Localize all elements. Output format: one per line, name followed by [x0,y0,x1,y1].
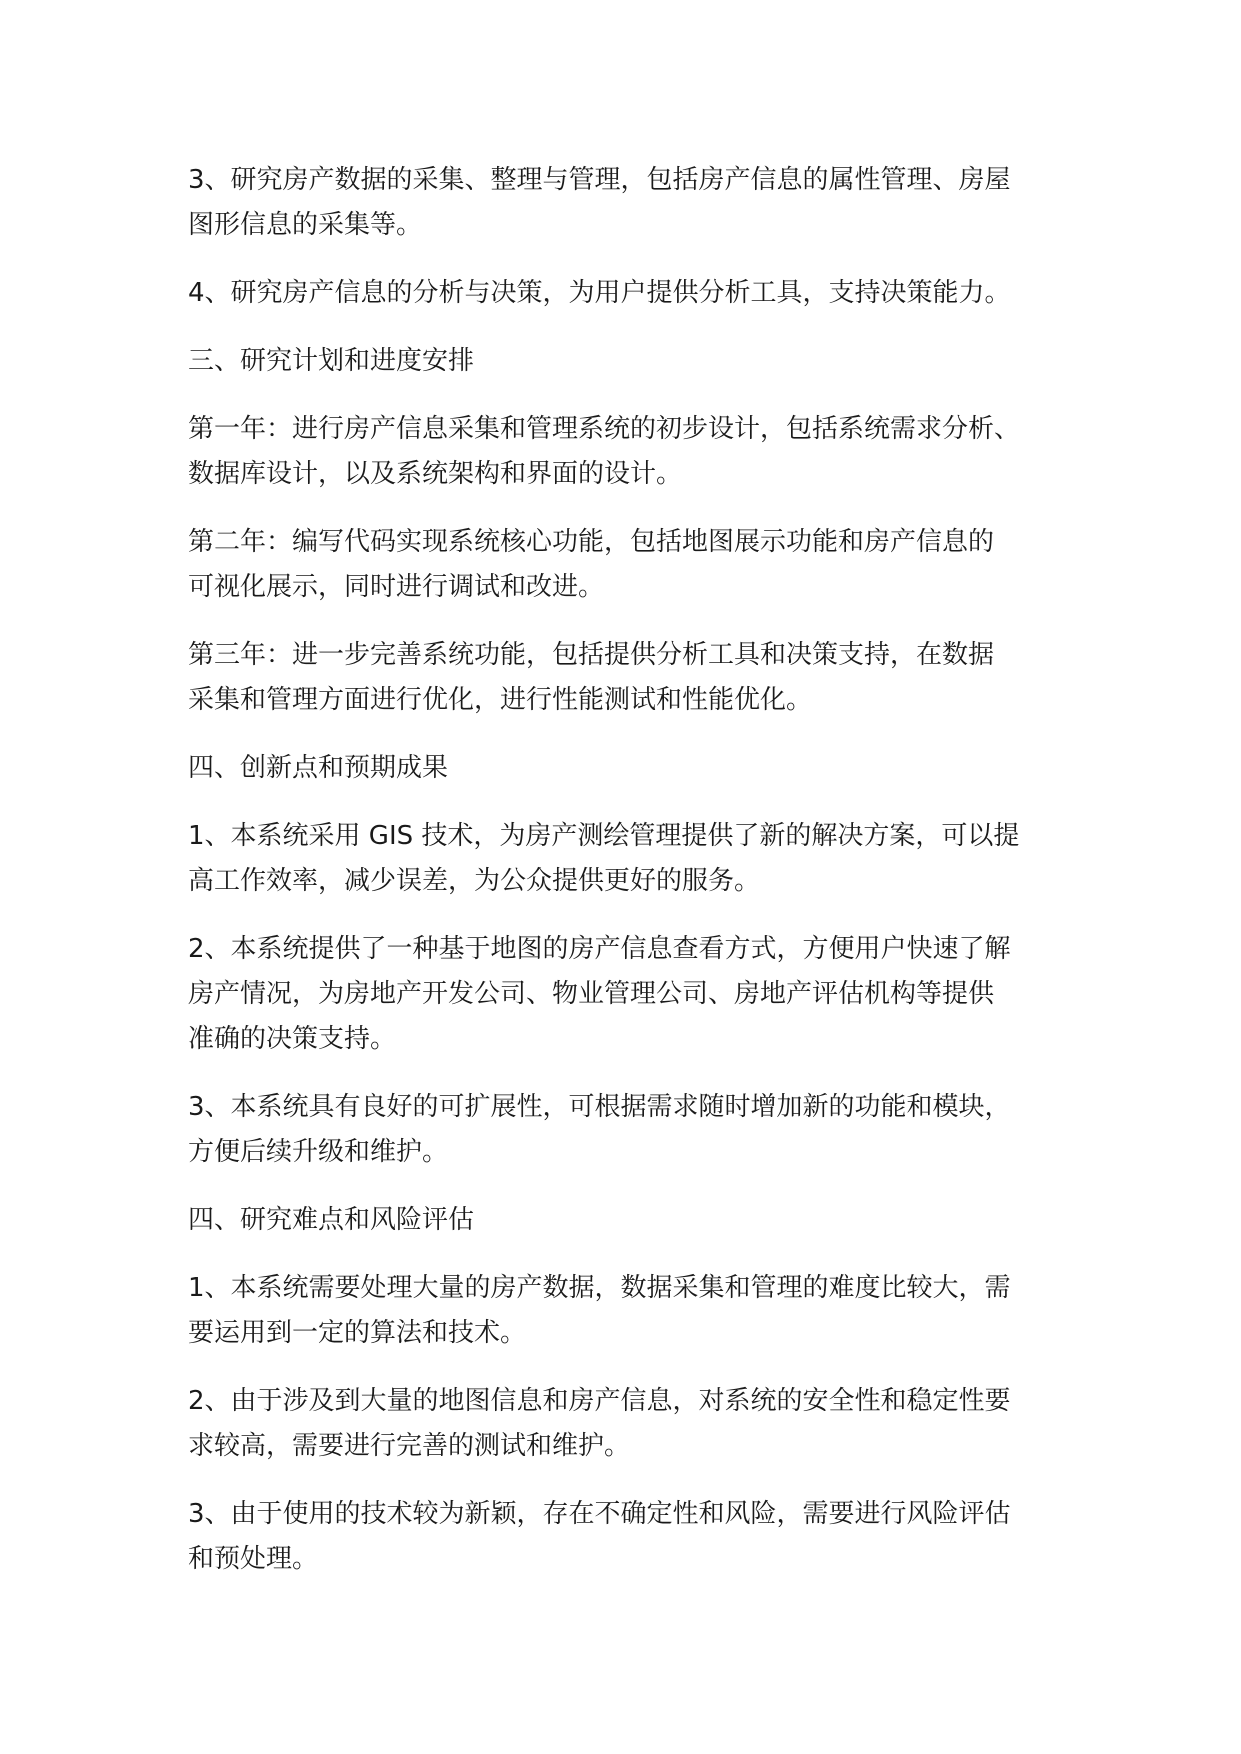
paragraph-line: 要运用到一定的算法和技术。 [188,1318,527,1348]
paragraph-risk-3 [188,1492,1068,1582]
paragraph-year-three [188,633,1068,723]
paragraph-innovation-1 [188,814,1068,904]
paragraph-line: 1、本系统需要处理大量的房产数据，数据采集和管理的难度比较大，需 [188,1273,1011,1303]
document-body [188,158,1068,1605]
paragraph-line: 1、本系统采用 GIS 技术，为房产测绘管理提供了新的解决方案，可以提 [188,821,1020,851]
paragraph-data-collection [188,158,1068,248]
paragraph-line: 第三年：进一步完善系统功能，包括提供分析工具和决策支持，在数据 [188,640,995,670]
heading-text: 四、研究难点和风险评估 [188,1205,475,1235]
paragraph-innovation-2 [188,927,1068,1062]
paragraph-line: 第二年：编写代码实现系统核心功能，包括地图展示功能和房产信息的 [188,527,995,557]
paragraph-line: 采集和管理方面进行优化，进行性能测试和性能优化。 [188,685,813,715]
paragraph-year-two [188,520,1068,610]
paragraph-line: 数据库设计，以及系统架构和界面的设计。 [188,459,683,489]
paragraph-risk-2 [188,1379,1068,1469]
paragraph-line: 房产情况，为房地产开发公司、物业管理公司、房地产评估机构等提供 [188,979,995,1009]
section-heading-plan [188,339,1068,384]
paragraph-line: 准确的决策支持。 [188,1024,397,1054]
paragraph-line: 2、本系统提供了一种基于地图的房产信息查看方式，方便用户快速了解 [188,934,1011,964]
paragraph-line: 可视化展示，同时进行调试和改进。 [188,572,605,602]
paragraph-line: 方便后续升级和维护。 [188,1137,449,1167]
paragraph-risk-1 [188,1266,1068,1356]
paragraph-line: 3、研究房产数据的采集、整理与管理，包括房产信息的属性管理、房屋 [188,165,1011,195]
paragraph-line: 3、本系统具有良好的可扩展性，可根据需求随时增加新的功能和模块， [188,1092,1011,1122]
heading-text: 三、研究计划和进度安排 [188,346,475,376]
section-heading-risks [188,1198,1068,1243]
section-heading-innovation [188,746,1068,791]
paragraph-line: 求较高，需要进行完善的测试和维护。 [188,1431,631,1461]
paragraph-line: 3、由于使用的技术较为新颖，存在不确定性和风险，需要进行风险评估 [188,1499,1011,1529]
paragraph-line: 图形信息的采集等。 [188,210,423,240]
paragraph-line: 和预处理。 [188,1544,319,1574]
paragraph-innovation-3 [188,1085,1068,1175]
paragraph-analysis-decision [188,271,1068,316]
paragraph-line: 2、由于涉及到大量的地图信息和房产信息，对系统的安全性和稳定性要 [188,1386,1011,1416]
heading-text: 四、创新点和预期成果 [188,753,449,783]
paragraph-year-one [188,407,1068,497]
paragraph-line: 第一年：进行房产信息采集和管理系统的初步设计，包括系统需求分析、 [188,414,1021,444]
paragraph-line: 4、研究房产信息的分析与决策，为用户提供分析工具，支持决策能力。 [188,278,1011,308]
paragraph-line: 高工作效率，减少误差，为公众提供更好的服务。 [188,866,761,896]
